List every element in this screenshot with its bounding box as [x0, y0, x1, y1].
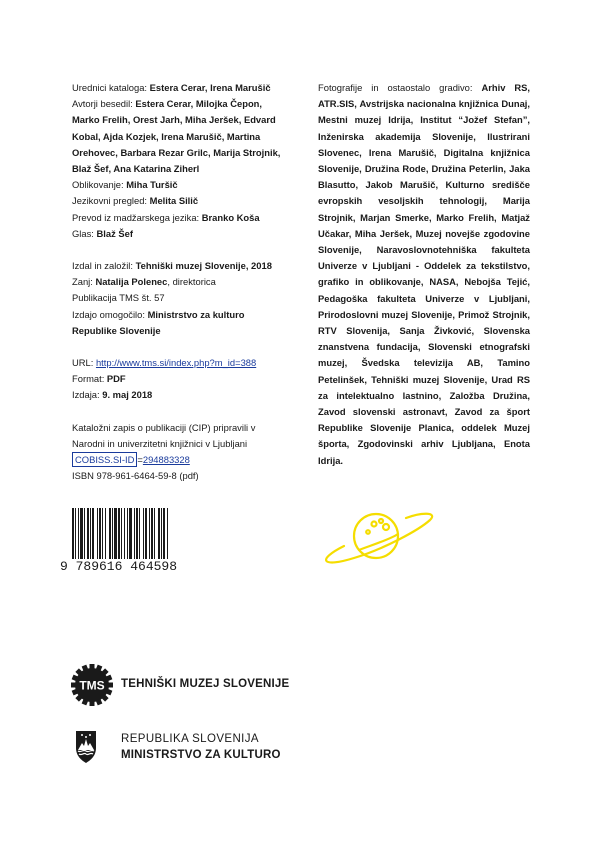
colophon-value: Natalija Polenec	[95, 276, 168, 288]
barcode-bar	[102, 508, 103, 560]
barcode-bar	[145, 508, 147, 560]
colophon-label: =	[137, 454, 143, 466]
barcode-bar	[136, 508, 138, 560]
barcode-bar	[139, 508, 140, 560]
colophon-label: Kataložni zapis o publikaciji (CIP) pripravili v	[72, 421, 256, 433]
colophon-value: Blaž Šef	[96, 227, 133, 239]
colophon-line	[72, 193, 287, 209]
republic-slovenia-label: REPUBLIKA SLOVENIJA	[121, 733, 259, 745]
colophon-label: Jezikovni pregled:	[72, 195, 150, 207]
colophon-value: Estera Cerar, Irena Marušič	[149, 82, 271, 93]
colophon-line	[72, 210, 287, 226]
barcode-bar	[151, 508, 153, 560]
colophon-value: Ministrstvo za kulturo	[147, 308, 245, 320]
colophon-label: Oblikovanje:	[72, 179, 127, 191]
colophon-line	[72, 323, 287, 339]
colophon-line	[72, 112, 287, 128]
barcode-bar	[158, 508, 160, 560]
barcode-bar	[84, 508, 85, 560]
colophon-label: , direktorica	[167, 276, 216, 288]
colophon-value: Republike Slovenije	[72, 324, 161, 336]
barcode-bar	[87, 508, 89, 560]
photo-credits-intro: Fotografije in ostaostalo gradivo:	[318, 82, 482, 93]
colophon-line	[72, 436, 287, 452]
barcode-bar	[99, 508, 101, 560]
colophon-label: Izdal in založil:	[72, 260, 136, 272]
colophon-line	[72, 129, 287, 145]
photo-credits-column	[318, 80, 530, 469]
colophon-value: Branko Koša	[201, 211, 260, 223]
barcode-digits: 9 789616 464598	[60, 559, 212, 574]
colophon-label: Zanj:	[72, 276, 96, 288]
barcode-bar	[109, 508, 111, 560]
colophon-label: ISBN 978-961-6464-59-8 (pdf)	[72, 470, 199, 482]
colophon-line	[72, 274, 287, 290]
colophon-line	[72, 468, 287, 484]
colophon-value: Melita Silič	[149, 195, 199, 207]
colophon-label: Avtorji besedil:	[72, 98, 136, 110]
spacer	[72, 242, 287, 258]
colophon-line	[72, 80, 287, 96]
photo-credits-list: Arhiv RS, ATR.SIS, Avstrijska nacionalna knjižnica Dunaj, Mestni muzej Idrija, Institut “Jožef Stefan”, Inženirska akademija Slovenije, Ilustrirani Slovenec, Irena Marušič, Digitalna knjižnica Slovenije, Družina Rode, Družina Peterlin, Jaka Blasutto, Jakob Marušič, Kulturno središče evropskih vesoljskih tehnologij, Marija Strojnik, Marjan Smerke, Marko Frelih, Matjaž Učakar, Miha Jeršek, Muzej novejše zgodovine Slovenije, Naravoslovnotehniška fakulteta Univerze v Ljubljani - Oddelek za tekstilstvo, grafiko in oblikovanje, NASA, Nebojša Tejić, Pedagoška fakulteta Univerze v Ljubljani, Prirodoslovni muzej Slovenije, Primož Strojnik, RTV Slovenija, Sanja Živković, Slovenska znanstvena fundacija, Slovenski etnografski muzej, Švedska televizija AB, Tamino Petelinšek, Tehniški muzej Slovenije, Urad RS za intelektualno lastnino, Založba Družina, Zavod slovenski astronavt, Zavod za šport Republike Slovenije Planica, oddelek Muzej športa, Zgodovinski arhiv Ljubljana, Enota Idrija.	[318, 82, 530, 466]
colophon-value: Kobal, Ajda Kozjek, Irena Marušič, Martina	[72, 130, 261, 142]
colophon-line	[72, 161, 287, 177]
cobiss-id-label[interactable]: COBISS.SI-ID	[72, 452, 137, 467]
colophon-line	[72, 387, 287, 403]
barcode-bar	[124, 508, 125, 560]
colophon-label: Urednici kataloga:	[72, 82, 150, 93]
colophon-value: Marko Frelih, Orest Jarh, Miha Jeršek, Edvard	[72, 114, 276, 126]
barcode-bar	[161, 508, 162, 560]
colophon-label: URL:	[72, 357, 96, 369]
tms-gear-logo	[70, 663, 114, 707]
barcode-bar	[90, 508, 91, 560]
colophon-value: Blaž Šef, Ana Katarina Ziherl	[72, 163, 200, 175]
planet-illustration	[314, 508, 438, 568]
barcode-bar	[97, 508, 98, 560]
colophon-label: Prevod iz madžarskega jezika:	[72, 211, 202, 223]
colophon-line	[72, 452, 287, 468]
barcode-bar	[105, 508, 106, 560]
colophon-line	[72, 145, 287, 161]
colophon-label: Glas:	[72, 227, 97, 239]
colophon-line	[72, 290, 287, 306]
barcode-bar	[134, 508, 135, 560]
colophon-left-column	[72, 80, 287, 484]
colophon-line	[72, 371, 287, 387]
barcode-bar	[80, 508, 83, 560]
barcode-bar	[149, 508, 150, 560]
colophon-line	[72, 226, 287, 242]
colophon-label: Izdajo omogočilo:	[72, 308, 148, 320]
spacer	[72, 404, 287, 420]
barcode-bar	[154, 508, 155, 560]
barcode-bar	[78, 508, 79, 560]
barcode-bar	[143, 508, 144, 560]
colophon-value: 9. maj 2018	[102, 389, 153, 401]
colophon-value: Miha Turšič	[126, 179, 178, 191]
publication-url-link[interactable]: http://www.tms.si/index.php?m_id=388	[95, 357, 257, 369]
barcode-bar	[114, 508, 117, 560]
colophon-label: Publikacija TMS št. 57	[72, 292, 165, 304]
ministry-culture-label: MINISTRSTVO ZA KULTURO	[121, 749, 281, 761]
colophon-line	[72, 96, 287, 112]
barcode-bar	[129, 508, 132, 560]
colophon-value: Estera Cerar, Milojka Čepon,	[135, 98, 263, 110]
colophon-line	[72, 258, 287, 274]
barcode-bar	[112, 508, 113, 560]
cobiss-id-number-link[interactable]: 294883328	[142, 454, 190, 466]
colophon-label: Izdaja:	[72, 389, 103, 401]
colophon-line	[72, 307, 287, 323]
colophon-line	[72, 420, 287, 436]
colophon-value: Orehovec, Barbara Rezar Grilc, Marija Strojnik,	[72, 146, 281, 158]
colophon-label: Narodni in univerzitetni knjižnici v Ljubljani	[72, 437, 248, 449]
colophon-line	[72, 177, 287, 193]
tms-badge-text: TMS	[79, 678, 105, 693]
colophon-label: Format:	[72, 373, 107, 385]
slovenia-coat-of-arms-icon	[75, 730, 97, 764]
colophon-line	[72, 355, 287, 371]
tms-museum-name: TEHNIŠKI MUZEJ SLOVENIJE	[121, 678, 290, 690]
barcode-bar	[92, 508, 94, 560]
colophon-value: Tehniški muzej Slovenije, 2018	[135, 260, 272, 272]
colophon-value: PDF	[106, 373, 126, 385]
barcode-bar	[127, 508, 128, 560]
spacer	[72, 339, 287, 355]
